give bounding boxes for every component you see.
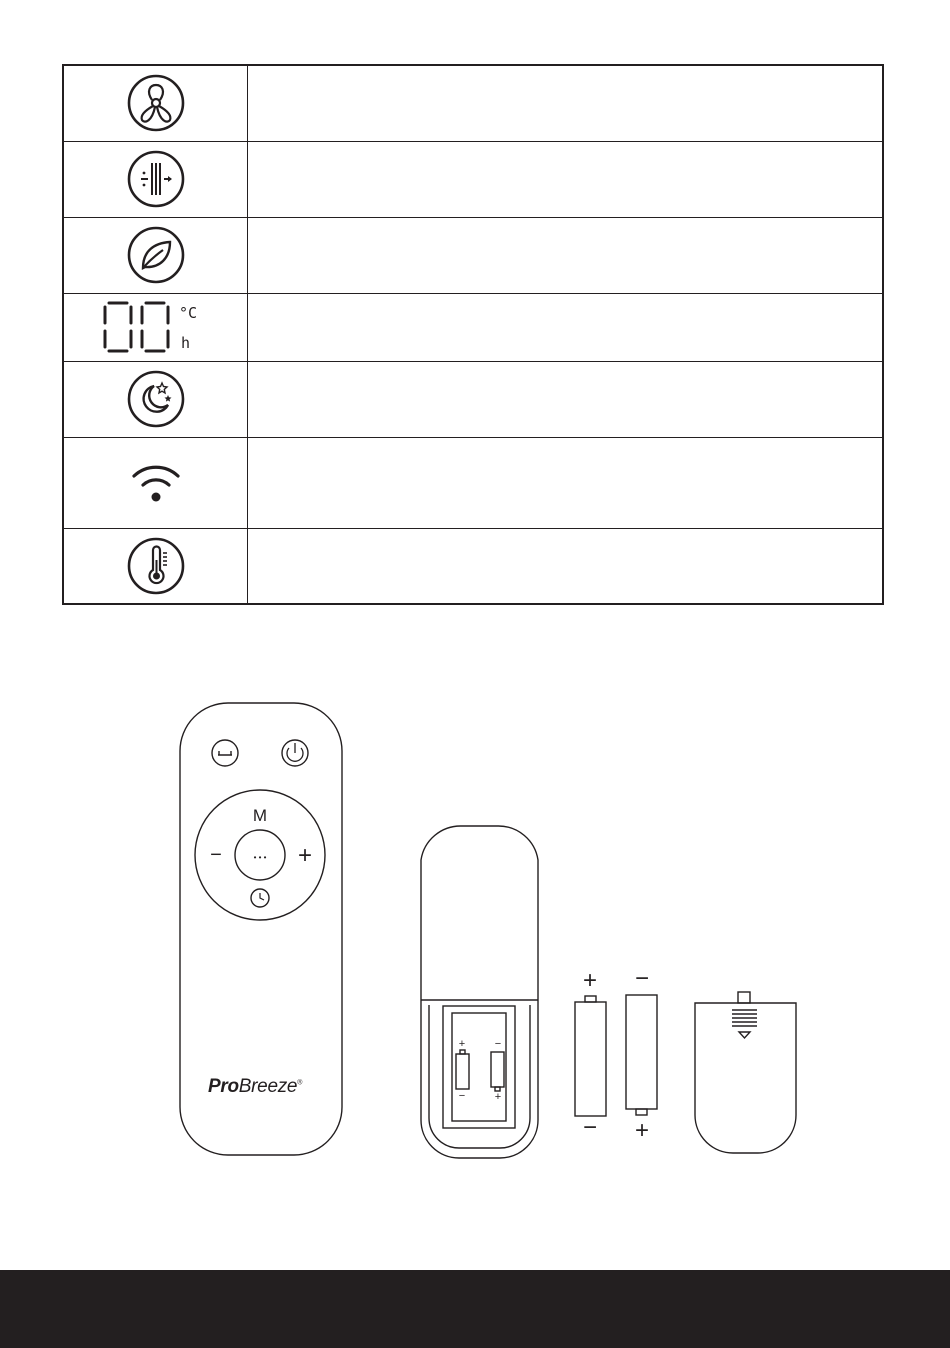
row-description [248,528,884,604]
row-description [248,217,884,293]
brand-breeze: Breeze [238,1076,298,1097]
filter-purify-icon [126,149,186,209]
compartment-plus-right: + [494,1091,502,1103]
illustration-svg [0,660,950,1180]
table-row [63,528,883,604]
compartment-plus-left: + [458,1038,466,1050]
row-description [248,361,884,437]
mode-label: M [252,806,268,825]
minus-label: − [210,844,222,866]
icon-cell [63,217,248,293]
brand-pro: Pro [208,1076,239,1097]
remote-and-battery-illustration [0,660,950,1180]
icon-cell [63,361,248,437]
table-row [63,65,883,141]
table-row [63,361,883,437]
wifi-icon [126,458,186,508]
row-description [248,293,884,361]
digital-display-icon [101,298,211,356]
thermometer-icon [126,536,186,596]
center-button-label: • • • [253,853,267,862]
icon-cell [63,437,248,528]
battery-2-bottom-sign: + [634,1117,650,1144]
footer-bar [0,1270,950,1348]
table-row [63,293,883,361]
battery-cells [575,995,657,1116]
hour-unit: h [180,334,190,352]
remote-back-open [421,826,538,1158]
battery-1-bottom-sign: − [582,1114,598,1141]
compartment-minus-right: − [494,1038,502,1050]
icon-cell [63,141,248,217]
brand-registered: ® [297,1079,303,1087]
table-row [63,217,883,293]
icon-legend-table [62,64,884,605]
row-description [248,65,884,141]
table-row [63,141,883,217]
icon-cell [63,293,248,361]
plus-label: + [297,842,313,869]
icon-cell [63,528,248,604]
icon-cell [63,65,248,141]
table-row [63,437,883,528]
battery-2-top-sign: − [634,965,650,992]
compartment-minus-left: − [458,1090,466,1102]
fan-icon [126,73,186,133]
leaf-eco-icon [126,225,186,285]
row-description [248,437,884,528]
celsius-unit: °C [178,304,197,322]
battery-1-top-sign: + [582,967,598,994]
row-description [248,141,884,217]
battery-cover [695,992,796,1153]
sleep-moon-icon [126,369,186,429]
brand-logo [208,1076,302,1098]
